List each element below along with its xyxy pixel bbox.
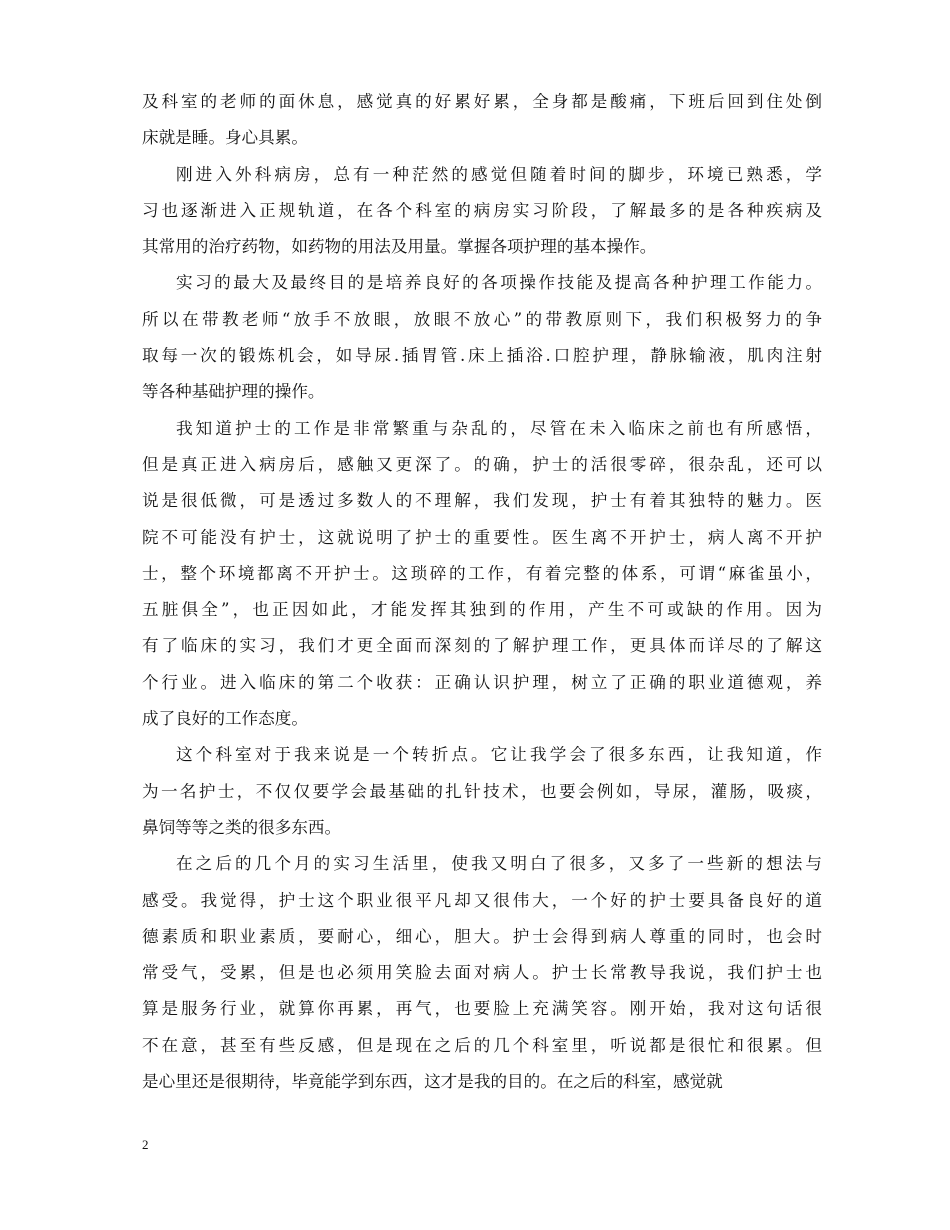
text-line: 这个科室对于我来说是一个转折点。它让我学会了很多东西，让我知道，作 [176,745,822,765]
text-line: 床就是睡。身心具累。 [142,128,308,148]
text-line: 但是真正进入病房后，感触又更深了。的确，护士的活很零碎，很杂乱，还可以 [142,454,822,474]
text-line: 我知道护士的工作是非常繁重与杂乱的，尽管在未入临床之前也有所感悟， [176,418,822,438]
text-line: 感受。我觉得，护士这个职业很平凡却又很伟大，一个好的护士要具备良好的道 [142,890,822,910]
text-line: 五脏俱全”，也正因如此，才能发挥其独到的作用，产生不可或缺的作用。因为 [142,600,822,620]
text-line: 实习的最大及最终目的是培养良好的各项操作技能及提高各种护理工作能力。 [176,273,822,293]
text-line: 是心里还是很期待，毕竟能学到东西，这才是我的目的。在之后的科室，感觉就 [142,1072,723,1092]
text-line: 取每一次的锻炼机会，如导尿.插胃管.床上插浴.口腔护理，静脉输液，肌肉注射 [142,346,822,366]
paragraph [142,737,822,846]
text-line: 在之后的几个月的实习生活里，使我又明白了很多，又多了一些新的想法与 [176,854,822,874]
paragraph [142,157,822,266]
page-number: 2 [142,1137,149,1152]
paragraph [142,265,822,410]
text-line: 为一名护士，不仅仅要学会最基础的扎针技术，也要会例如，导尿，灌肠，吸痰， [142,781,822,801]
text-line: 算是服务行业，就算你再累，再气，也要脸上充满笑容。刚开始，我对这句话很 [142,999,822,1019]
text-line: 鼻饲等等之类的很多东西。 [142,817,342,837]
text-line: 及科室的老师的面休息，感觉真的好累好累，全身都是酸痛，下班后回到住处倒 [142,92,822,111]
text-line: 不在意，甚至有些反感，但是现在之后的几个科室里，听说都是很忙和很累。但 [142,1035,822,1055]
paragraph [142,411,822,738]
paragraph [142,846,822,1100]
document-body [142,84,822,1100]
text-line: 士，整个环境都离不开护士。这琐碎的工作，有着完整的体系，可谓“麻雀虽小， [142,563,822,583]
text-line: 院不可能没有护士，这就说明了护士的重要性。医生离不开护士，病人离不开护 [142,527,822,547]
text-line: 德素质和职业素质，要耐心，细心，胆大。护士会得到病人尊重的同时，也会时 [142,926,822,946]
text-line: 其常用的治疗药物，如药物的用法及用量。掌握各项护理的基本操作。 [142,237,657,257]
paragraph [142,84,822,157]
text-line: 说是很低微，可是透过多数人的不理解，我们发现，护士有着其独特的魅力。医 [142,491,822,511]
text-line: 习也逐渐进入正规轨道，在各个科室的病房实习阶段，了解最多的是各种疾病及 [142,200,822,220]
text-line: 成了良好的工作态度。 [142,709,308,729]
text-line: 个行业。进入临床的第二个收获：正确认识护理，树立了正确的职业道德观，养 [142,672,822,692]
text-line: 刚进入外科病房，总有一种茫然的感觉但随着时间的脚步，环境已熟悉，学 [176,164,822,184]
text-line: 所以在带教老师“放手不放眼，放眼不放心”的带教原则下，我们积极努力的争 [142,309,822,329]
text-line: 常受气，受累，但是也必须用笑脸去面对病人。护士长常教导我说，我们护士也 [142,963,822,983]
text-line: 有了临床的实习，我们才更全面而深刻的了解护理工作，更具体而详尽的了解这 [142,636,822,656]
text-line: 等各种基础护理的操作。 [142,382,325,402]
